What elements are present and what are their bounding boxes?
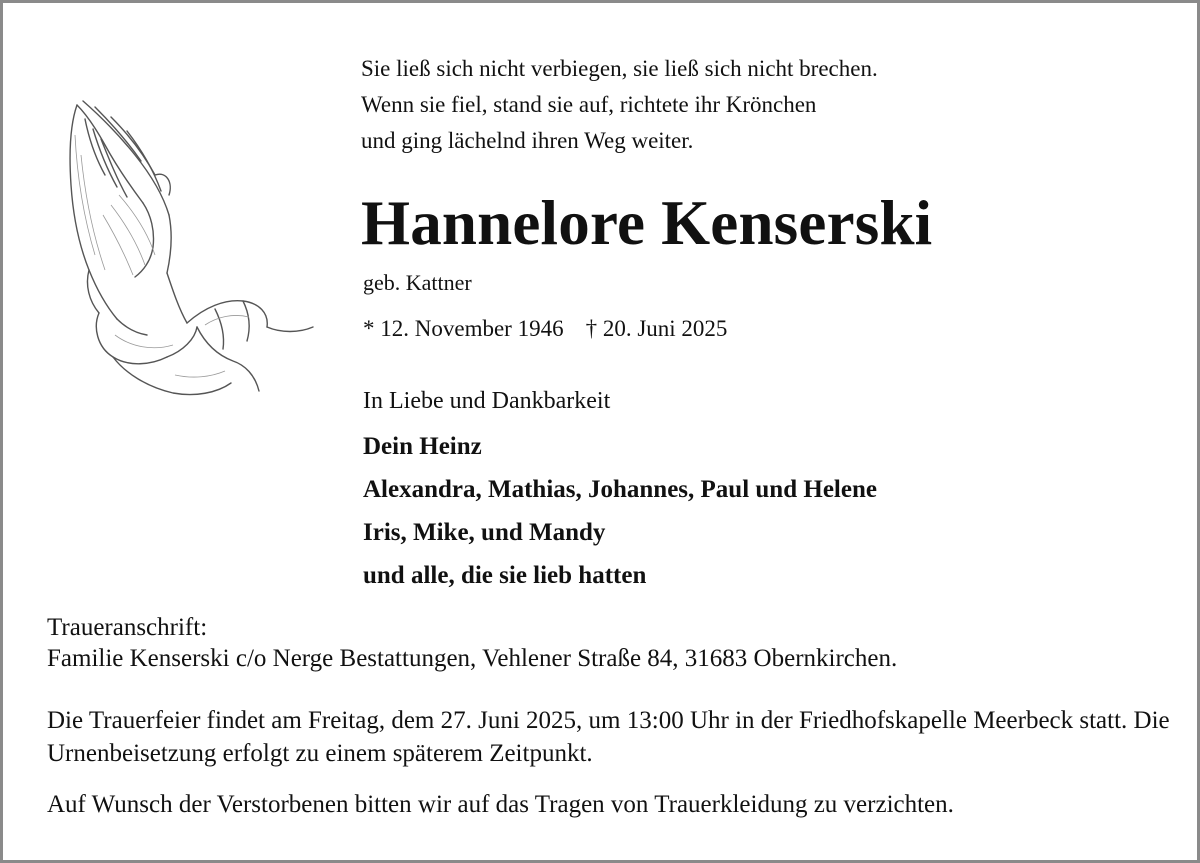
mourner-line: und alle, die sie lieb hatten bbox=[363, 562, 647, 589]
mourner-line: Alexandra, Mathias, Johannes, Paul und Helene bbox=[363, 476, 877, 503]
deceased-wish: Auf Wunsch der Verstorbenen bitten wir auf das Tragen von Trauerkleidung zu verzichten. bbox=[47, 791, 954, 818]
mourners-list bbox=[363, 425, 877, 597]
poem-line: und ging lächelnd ihren Weg weiter. bbox=[361, 128, 694, 153]
birth-name: geb. Kattner bbox=[363, 270, 472, 295]
life-dates bbox=[363, 313, 727, 345]
poem bbox=[361, 51, 878, 159]
mourner-line: Dein Heinz bbox=[363, 433, 482, 460]
mourning-address bbox=[47, 612, 897, 674]
mourner-line: Iris, Mike, und Mandy bbox=[363, 519, 606, 546]
ceremony-info: Die Trauerfeier findet am Freitag, dem 27. Juni 2025, um 13:00 Uhr in der Friedhofskapelle Meerbeck statt. Die Urnenbeisetzung erfolgt zu einem späterem Zeitpunkt. bbox=[47, 707, 1170, 767]
death-date: † 20. Juni 2025 bbox=[585, 316, 728, 341]
poem-line: Wenn sie fiel, stand sie auf, richtete ihr Krönchen bbox=[361, 92, 817, 117]
deceased-name: Hannelore Kenserski bbox=[361, 188, 933, 258]
address-label: Traueranschrift: bbox=[47, 614, 208, 641]
address-text: Familie Kenserski c/o Nerge Bestattungen, Vehlener Straße 84, 31683 Obernkirchen. bbox=[47, 645, 898, 672]
birth-date: * 12. November 1946 bbox=[363, 316, 564, 341]
poem-line: Sie ließ sich nicht verbiegen, sie ließ sich nicht brechen. bbox=[361, 56, 878, 81]
mourners-intro: In Liebe und Dankbarkeit bbox=[363, 388, 611, 414]
praying-hands-icon bbox=[55, 95, 327, 405]
